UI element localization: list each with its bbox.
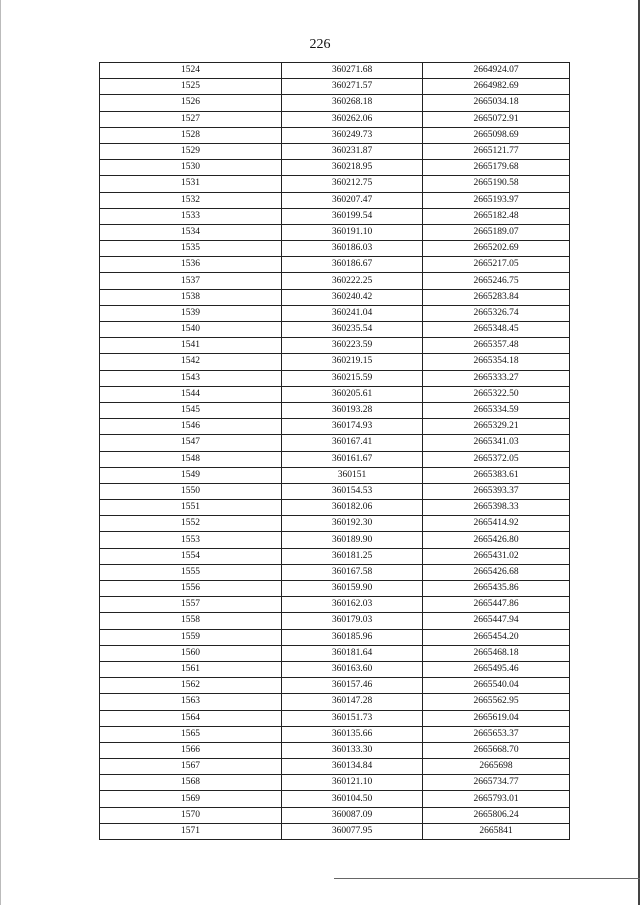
y-coordinate-cell: 2665372.05 [423,451,570,467]
x-coordinate-cell: 360271.57 [282,79,423,95]
x-coordinate-cell: 360215.59 [282,370,423,386]
x-coordinate-cell: 360181.25 [282,548,423,564]
table-row [100,402,570,418]
y-coordinate-cell: 2665354.18 [423,354,570,370]
y-coordinate-cell: 2665072.91 [423,111,570,127]
y-coordinate-cell: 2665333.27 [423,370,570,386]
y-coordinate-cell: 2665468.18 [423,645,570,661]
table-row [100,823,570,839]
table-row [100,257,570,273]
y-coordinate-cell: 2665447.94 [423,613,570,629]
x-coordinate-cell: 360161.67 [282,451,423,467]
y-coordinate-cell: 2665806.24 [423,807,570,823]
y-coordinate-cell: 2665189.07 [423,224,570,240]
coordinates-table-body [100,63,570,840]
x-coordinate-cell: 360189.90 [282,532,423,548]
table-row [100,127,570,143]
point-number-cell: 1561 [100,661,282,677]
x-coordinate-cell: 360192.30 [282,516,423,532]
y-coordinate-cell: 2665217.05 [423,257,570,273]
table-row [100,63,570,79]
x-coordinate-cell: 360222.25 [282,273,423,289]
x-coordinate-cell: 360262.06 [282,111,423,127]
x-coordinate-cell: 360167.58 [282,564,423,580]
y-coordinate-cell: 2665841 [423,823,570,839]
table-row [100,289,570,305]
y-coordinate-cell: 2665495.46 [423,661,570,677]
point-number-cell: 1551 [100,500,282,516]
point-number-cell: 1527 [100,111,282,127]
page-number: 226 [309,37,331,52]
x-coordinate-cell: 360121.10 [282,775,423,791]
x-coordinate-cell: 360212.75 [282,176,423,192]
table-row [100,726,570,742]
point-number-cell: 1568 [100,775,282,791]
x-coordinate-cell: 360191.10 [282,224,423,240]
table-row [100,451,570,467]
table-row [100,645,570,661]
bottom-rule [334,878,640,879]
table-row [100,354,570,370]
table-row [100,176,570,192]
y-coordinate-cell: 2665202.69 [423,241,570,257]
y-coordinate-cell: 2665246.75 [423,273,570,289]
point-number-cell: 1538 [100,289,282,305]
x-coordinate-cell: 360182.06 [282,500,423,516]
table-row [100,597,570,613]
x-coordinate-cell: 360249.73 [282,127,423,143]
y-coordinate-cell: 2665322.50 [423,386,570,402]
table-row [100,79,570,95]
y-coordinate-cell: 2665431.02 [423,548,570,564]
point-number-cell: 1525 [100,79,282,95]
y-coordinate-cell: 2665329.21 [423,419,570,435]
table-row [100,500,570,516]
point-number-cell: 1553 [100,532,282,548]
point-number-cell: 1524 [100,63,282,79]
point-number-cell: 1552 [100,516,282,532]
point-number-cell: 1545 [100,402,282,418]
x-coordinate-cell: 360185.96 [282,629,423,645]
y-coordinate-cell: 2665326.74 [423,305,570,321]
point-number-cell: 1537 [100,273,282,289]
point-number-cell: 1549 [100,467,282,483]
table-row [100,710,570,726]
table-row [100,483,570,499]
y-coordinate-cell: 2665793.01 [423,791,570,807]
x-coordinate-cell: 360157.46 [282,678,423,694]
point-number-cell: 1543 [100,370,282,386]
point-number-cell: 1571 [100,823,282,839]
x-coordinate-cell: 360235.54 [282,322,423,338]
x-coordinate-cell: 360151 [282,467,423,483]
table-row [100,241,570,257]
table-row [100,759,570,775]
table-row [100,208,570,224]
table-row [100,742,570,758]
point-number-cell: 1532 [100,192,282,208]
x-coordinate-cell: 360240.42 [282,289,423,305]
y-coordinate-cell: 2665179.68 [423,160,570,176]
y-coordinate-cell: 2664924.07 [423,63,570,79]
x-coordinate-cell: 360205.61 [282,386,423,402]
y-coordinate-cell: 2665426.80 [423,532,570,548]
x-coordinate-cell: 360104.50 [282,791,423,807]
table-row [100,224,570,240]
x-coordinate-cell: 360134.84 [282,759,423,775]
table-row [100,613,570,629]
point-number-cell: 1550 [100,483,282,499]
x-coordinate-cell: 360151.73 [282,710,423,726]
table-row [100,581,570,597]
x-coordinate-cell: 360207.47 [282,192,423,208]
x-coordinate-cell: 360223.59 [282,338,423,354]
point-number-cell: 1564 [100,710,282,726]
x-coordinate-cell: 360271.68 [282,63,423,79]
point-number-cell: 1536 [100,257,282,273]
table-row [100,694,570,710]
point-number-cell: 1556 [100,581,282,597]
table-row [100,548,570,564]
table-row [100,386,570,402]
point-number-cell: 1529 [100,143,282,159]
table-row [100,370,570,386]
table-row [100,322,570,338]
y-coordinate-cell: 2664982.69 [423,79,570,95]
point-number-cell: 1554 [100,548,282,564]
table-row [100,435,570,451]
y-coordinate-cell: 2665668.70 [423,742,570,758]
y-coordinate-cell: 2665447.86 [423,597,570,613]
point-number-cell: 1530 [100,160,282,176]
point-number-cell: 1547 [100,435,282,451]
table-row [100,338,570,354]
x-coordinate-cell: 360133.30 [282,742,423,758]
table-row [100,564,570,580]
x-coordinate-cell: 360159.90 [282,581,423,597]
x-coordinate-cell: 360147.28 [282,694,423,710]
table-row [100,678,570,694]
x-coordinate-cell: 360199.54 [282,208,423,224]
y-coordinate-cell: 2665562.95 [423,694,570,710]
y-coordinate-cell: 2665398.33 [423,500,570,516]
x-coordinate-cell: 360135.66 [282,726,423,742]
point-number-cell: 1541 [100,338,282,354]
x-coordinate-cell: 360179.03 [282,613,423,629]
y-coordinate-cell: 2665348.45 [423,322,570,338]
y-coordinate-cell: 2665098.69 [423,127,570,143]
table-row [100,661,570,677]
point-number-cell: 1559 [100,629,282,645]
x-coordinate-cell: 360186.03 [282,241,423,257]
y-coordinate-cell: 2665193.97 [423,192,570,208]
x-coordinate-cell: 360219.15 [282,354,423,370]
y-coordinate-cell: 2665454.20 [423,629,570,645]
point-number-cell: 1531 [100,176,282,192]
y-coordinate-cell: 2665734.77 [423,775,570,791]
y-coordinate-cell: 2665334.59 [423,402,570,418]
x-coordinate-cell: 360077.95 [282,823,423,839]
x-coordinate-cell: 360193.28 [282,402,423,418]
point-number-cell: 1565 [100,726,282,742]
y-coordinate-cell: 2665341.03 [423,435,570,451]
y-coordinate-cell: 2665121.77 [423,143,570,159]
y-coordinate-cell: 2665426.68 [423,564,570,580]
y-coordinate-cell: 2665190.58 [423,176,570,192]
coordinates-table [99,62,570,840]
point-number-cell: 1557 [100,597,282,613]
table-row [100,273,570,289]
x-coordinate-cell: 360231.87 [282,143,423,159]
point-number-cell: 1533 [100,208,282,224]
table-row [100,775,570,791]
point-number-cell: 1562 [100,678,282,694]
y-coordinate-cell: 2665357.48 [423,338,570,354]
y-coordinate-cell: 2665435.86 [423,581,570,597]
y-coordinate-cell: 2665619.04 [423,710,570,726]
point-number-cell: 1546 [100,419,282,435]
point-number-cell: 1566 [100,742,282,758]
point-number-cell: 1542 [100,354,282,370]
table-row [100,95,570,111]
point-number-cell: 1560 [100,645,282,661]
x-coordinate-cell: 360163.60 [282,661,423,677]
point-number-cell: 1558 [100,613,282,629]
x-coordinate-cell: 360268.18 [282,95,423,111]
table-row [100,791,570,807]
point-number-cell: 1570 [100,807,282,823]
y-coordinate-cell: 2665283.84 [423,289,570,305]
y-coordinate-cell: 2665698 [423,759,570,775]
x-coordinate-cell: 360154.53 [282,483,423,499]
table-row [100,160,570,176]
point-number-cell: 1569 [100,791,282,807]
point-number-cell: 1548 [100,451,282,467]
y-coordinate-cell: 2665540.04 [423,678,570,694]
table-row [100,192,570,208]
point-number-cell: 1535 [100,241,282,257]
point-number-cell: 1539 [100,305,282,321]
x-coordinate-cell: 360167.41 [282,435,423,451]
y-coordinate-cell: 2665182.48 [423,208,570,224]
y-coordinate-cell: 2665393.37 [423,483,570,499]
x-coordinate-cell: 360186.67 [282,257,423,273]
table-row [100,516,570,532]
x-coordinate-cell: 360087.09 [282,807,423,823]
table-row [100,629,570,645]
x-coordinate-cell: 360218.95 [282,160,423,176]
page-left-edge [0,0,1,905]
point-number-cell: 1567 [100,759,282,775]
table-row [100,532,570,548]
table-row [100,419,570,435]
table-row [100,143,570,159]
y-coordinate-cell: 2665383.61 [423,467,570,483]
point-number-cell: 1563 [100,694,282,710]
y-coordinate-cell: 2665414.92 [423,516,570,532]
table-row [100,807,570,823]
table-row [100,111,570,127]
x-coordinate-cell: 360162.03 [282,597,423,613]
point-number-cell: 1555 [100,564,282,580]
point-number-cell: 1534 [100,224,282,240]
x-coordinate-cell: 360181.64 [282,645,423,661]
table-row [100,305,570,321]
y-coordinate-cell: 2665653.37 [423,726,570,742]
table-row [100,467,570,483]
y-coordinate-cell: 2665034.18 [423,95,570,111]
x-coordinate-cell: 360174.93 [282,419,423,435]
point-number-cell: 1544 [100,386,282,402]
point-number-cell: 1540 [100,322,282,338]
point-number-cell: 1526 [100,95,282,111]
x-coordinate-cell: 360241.04 [282,305,423,321]
point-number-cell: 1528 [100,127,282,143]
